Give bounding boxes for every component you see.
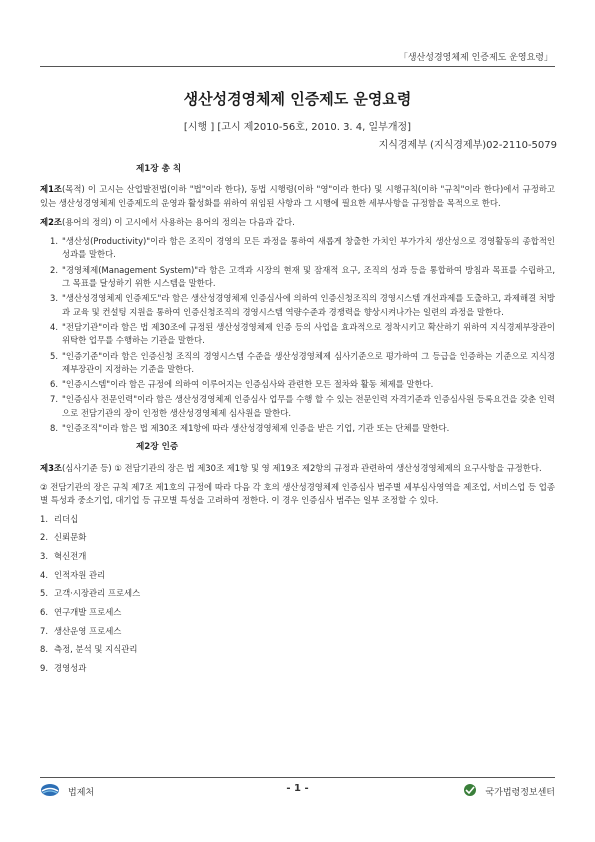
list-item: 1. "생산성(Productivity)"이라 함은 조직이 경영의 모든 과정을 통하여 새롭게 창출한 가치인 부가가치 생산성으로 경영활동의 종합적인 성과를 말한다. [50,236,555,260]
list-item: 6. "인증시스템"이라 함은 규정에 의하여 이루어지는 인증심사와 관련한 모든 절차와 활동 체제를 말한다. [50,379,434,390]
article-number: 제1조 [40,184,63,195]
article-2-items [40,235,555,435]
list-item: 9. 경영성과 [40,663,87,674]
list-item: 2. "경영체제(Management System)"라 함은 고객과 시장의 현재 및 잠재적 요구, 조직의 성과 등을 통합하여 방침과 목표를 수립하고, 그 목표를 달성하기 위한 시스템을 말한다. [50,264,555,289]
list-item: 6. 연구개발 프로세스 [40,606,122,617]
list-item: 8. "인증조직"이라 함은 법 제30조 제1항에 따라 생산성경영체제 인증을 받은 기업, 기관 또는 단체를 말한다. [50,423,450,434]
running-header: 「생산성경영체제 인증제도 운영요령」 [398,53,553,63]
article-1 [40,183,555,210]
document-body [40,158,555,681]
list-item: 2. 신뢰문화 [40,532,87,543]
chapter-2-heading: 제2장 인증 [136,442,179,453]
chapter-1-heading: 제1장 총 칙 [136,164,182,174]
footer-left-label: 법제처 [68,788,95,798]
article-text: (용어의 정의) 이 고시에서 사용하는 용어의 정의는 다음과 같다. [62,216,295,227]
header-rule [40,66,555,67]
article-number: 제3조 [40,462,63,473]
article-text: (목적) 이 고시는 산업발전법(이하 "법"이라 한다), 동법 시행령(이하 "영"이라 한다) 및 시행규칙(이하 "규칙"이라 한다)에서 규정하고 있는 생산성경영체제 인증제도의 운영과 활성화를 위하여 위임된 사항과 그 시행에 필요한 세부사항을 규정함을 목적으로 한다. [40,184,555,208]
footer-right [463,783,555,800]
footer-rule [40,777,555,778]
document-title: 생산성경영체제 인증제도 운영요령 [183,90,412,108]
page-number: - 1 - [286,783,309,794]
list-item: 3. "생산성경영체제 인증제도"라 함은 생산성경영체제 인증심사에 의하여 인증신청조직의 경영시스템 개선과제를 도출하고, 과제해결 처방과 교육 및 컨설팅 지원을 통하여 인증신청조직의 경영시스템 역량수준과 경쟁력을 향상시켜나가는 일련의 과정을 말한다. [50,293,555,317]
article-text: (심사기준 등) ① 전담기관의 장은 법 제30조 제1항 및 영 제19조 제2항의 규정과 관련하여 생산성경영체제의 요구사항을 규정한다. [62,462,542,473]
footer-right-label: 국가법령정보센터 [485,788,555,798]
article-3-paragraph-2: ② 전담기관의 장은 규칙 제7조 제1호의 규정에 따라 다음 각 호의 생산성경영체제 인증심사 범주별 세부심사영역을 제조업, 서비스업 등 업종별 특성과 중소기업, 대기업 등 규모별 특성을 고려하여 정한다. 이 경우 인증심사 범주는 일부 조정할 수 있다. [40,481,555,506]
list-item: 7. "인증심사 전문인력"이라 함은 생산성경영체제 인증심사 업무를 수행 할 수 있는 전문인력 자격기준과 인증심사원 등록요건을 갖춘 인력으로 전담기관의 장이 인정한 생산성경영체제 심사원을 말한다. [50,394,555,418]
law-center-logo-icon [463,783,477,800]
list-item: 5. 고객·시장관리 프로세스 [40,588,141,599]
list-item: 4. "전담기관"이라 함은 법 제30조에 규정된 생산성경영체제 인증 등의 사업을 효과적으로 정착시키고 확산하기 위하여 지식경제부장관이 위탁한 업무를 수행하는 기관을 말한다. [50,321,555,346]
article-number: 제2조 [40,216,63,227]
list-item: 5. "인증기준"이라 함은 인증신청 조직의 경영시스템 수준을 생산성경영체제 심사기준으로 평가하여 그 등급을 인증하는 기준으로 지식경제부장관이 지정하는 기준을 말한다. [50,350,555,374]
page-footer [40,783,555,801]
document-subtitle: [시행 ] [고시 제2010-56호, 2010. 3. 4, 일부개정] [183,122,412,133]
ministry-contact: 지식경제부 (지식경제부)02-2110-5079 [378,140,557,151]
list-item: 3. 혁신전개 [40,550,87,561]
list-item: 7. 생산운영 프로세스 [40,625,122,636]
article-2 [40,216,555,229]
article-3-items [40,513,555,676]
list-item: 1. 리더십 [40,513,79,524]
article-3 [40,462,555,475]
list-item: 8. 측정, 분석 및 지식관리 [40,644,138,655]
list-item: 4. 인적자원 관리 [40,569,106,580]
